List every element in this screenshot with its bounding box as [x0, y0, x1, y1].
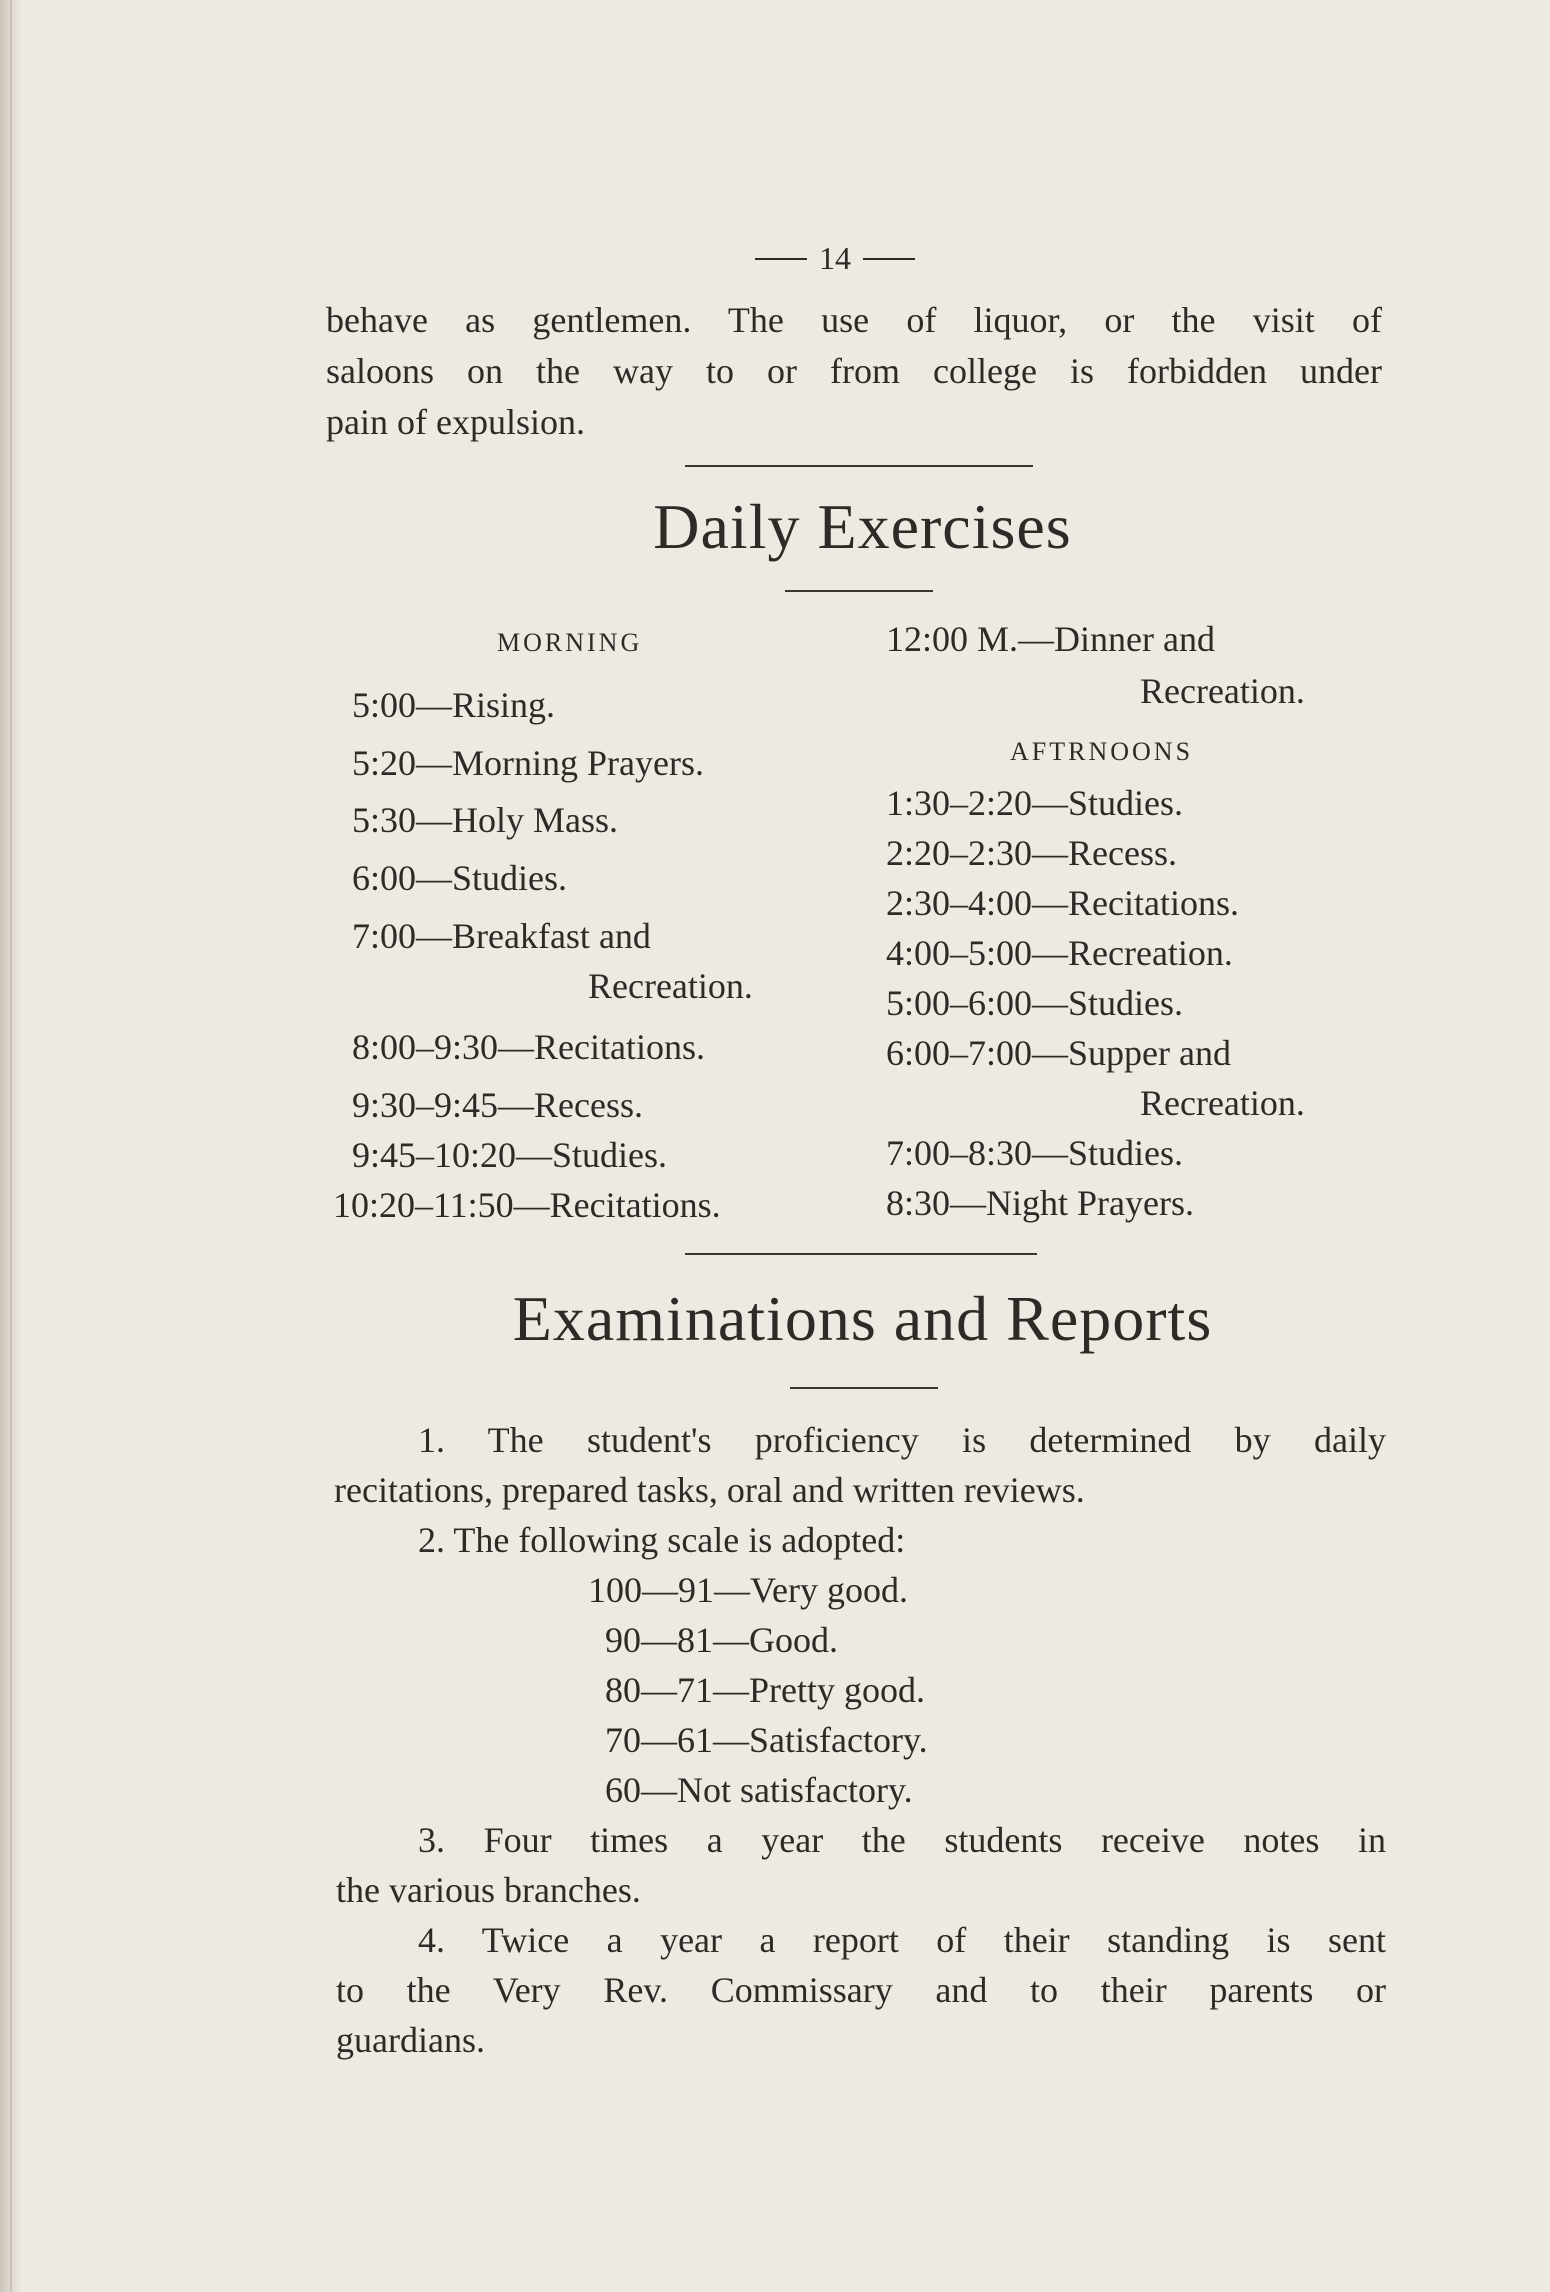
- morning-item: 5:20—Morning Prayers.: [352, 743, 704, 783]
- morning-item: 10:20–11:50—Recitations.: [333, 1185, 721, 1225]
- section-divider-1: [685, 465, 1033, 467]
- exams-paragraph-4-line-1: 4. Twice a year a report of their standing is sent: [418, 1920, 1386, 1960]
- exams-paragraph-1-line-1: 1. The student's proficiency is determined by daily: [418, 1420, 1386, 1460]
- daily-exercises-title: Daily Exercises: [653, 491, 1072, 562]
- binding-edge: [10, 0, 12, 2292]
- morning-heading: MORNING: [497, 628, 643, 657]
- exams-paragraph-1-line-2: recitations, prepared tasks, oral and written reviews.: [334, 1470, 1085, 1510]
- exams-paragraph-3-line-1: 3. Four times a year the students receive notes in: [418, 1820, 1386, 1860]
- page-number-value: 14: [819, 240, 851, 276]
- page-number-dash-left: [755, 258, 807, 260]
- scale-item: 70—61—Satisfactory.: [605, 1720, 928, 1760]
- section-divider-2: [685, 1253, 1037, 1255]
- examinations-title: Examinations and Reports: [512, 1283, 1213, 1354]
- exams-paragraph-4-line-2: to the Very Rev. Commissary and to their parents or: [336, 1970, 1386, 2010]
- morning-item: 7:00—Breakfast and: [352, 916, 651, 956]
- afternoon-item: 6:00–7:00—Supper and: [886, 1033, 1231, 1073]
- intro-line-3: pain of expulsion.: [326, 402, 585, 442]
- exams-paragraph-2-line-1: 2. The following scale is adopted:: [418, 1520, 906, 1560]
- morning-item: 5:00—Rising.: [352, 685, 556, 725]
- title-underline-1: [785, 590, 933, 592]
- noon-item-continuation: Recreation.: [1140, 671, 1305, 711]
- afternoon-item: 2:20–2:30—Recess.: [886, 833, 1177, 873]
- scale-item: 100—91—Very good.: [588, 1570, 908, 1610]
- scale-item: 80—71—Pretty good.: [605, 1670, 925, 1710]
- morning-item-continuation: Recreation.: [588, 966, 753, 1006]
- afternoon-item: 1:30–2:20—Studies.: [886, 783, 1184, 823]
- scale-item: 60—Not satisfactory.: [605, 1770, 913, 1810]
- noon-item: 12:00 M.—Dinner and: [886, 619, 1215, 659]
- morning-item: 9:45–10:20—Studies.: [352, 1135, 668, 1175]
- afternoon-item: 2:30–4:00—Recitations.: [886, 883, 1239, 923]
- afternoon-item: 8:30—Night Prayers.: [886, 1183, 1194, 1223]
- intro-line-1: behave as gentlemen. The use of liquor, or the visit of: [326, 300, 1382, 340]
- page-number: [755, 240, 955, 277]
- title-underline-2: [790, 1387, 938, 1389]
- exams-paragraph-3-line-2: the various branches.: [336, 1870, 641, 1910]
- afternoon-item: 7:00–8:30—Studies.: [886, 1133, 1184, 1173]
- afternoon-item-continuation: Recreation.: [1140, 1083, 1305, 1123]
- page-number-dash-right: [863, 258, 915, 260]
- scale-item: 90—81—Good.: [605, 1620, 838, 1660]
- morning-item: 6:00—Studies.: [352, 858, 568, 898]
- exams-paragraph-4-line-3: guardians.: [336, 2020, 485, 2060]
- morning-item: 8:00–9:30—Recitations.: [352, 1027, 705, 1067]
- intro-line-2: saloons on the way to or from college is forbidden under: [326, 351, 1382, 391]
- afternoon-item: 4:00–5:00—Recreation.: [886, 933, 1233, 973]
- afternoon-heading: AFTRNOONS: [1010, 737, 1194, 766]
- morning-item: 9:30–9:45—Recess.: [352, 1085, 643, 1125]
- morning-item: 5:30—Holy Mass.: [352, 800, 619, 840]
- afternoon-item: 5:00–6:00—Studies.: [886, 983, 1184, 1023]
